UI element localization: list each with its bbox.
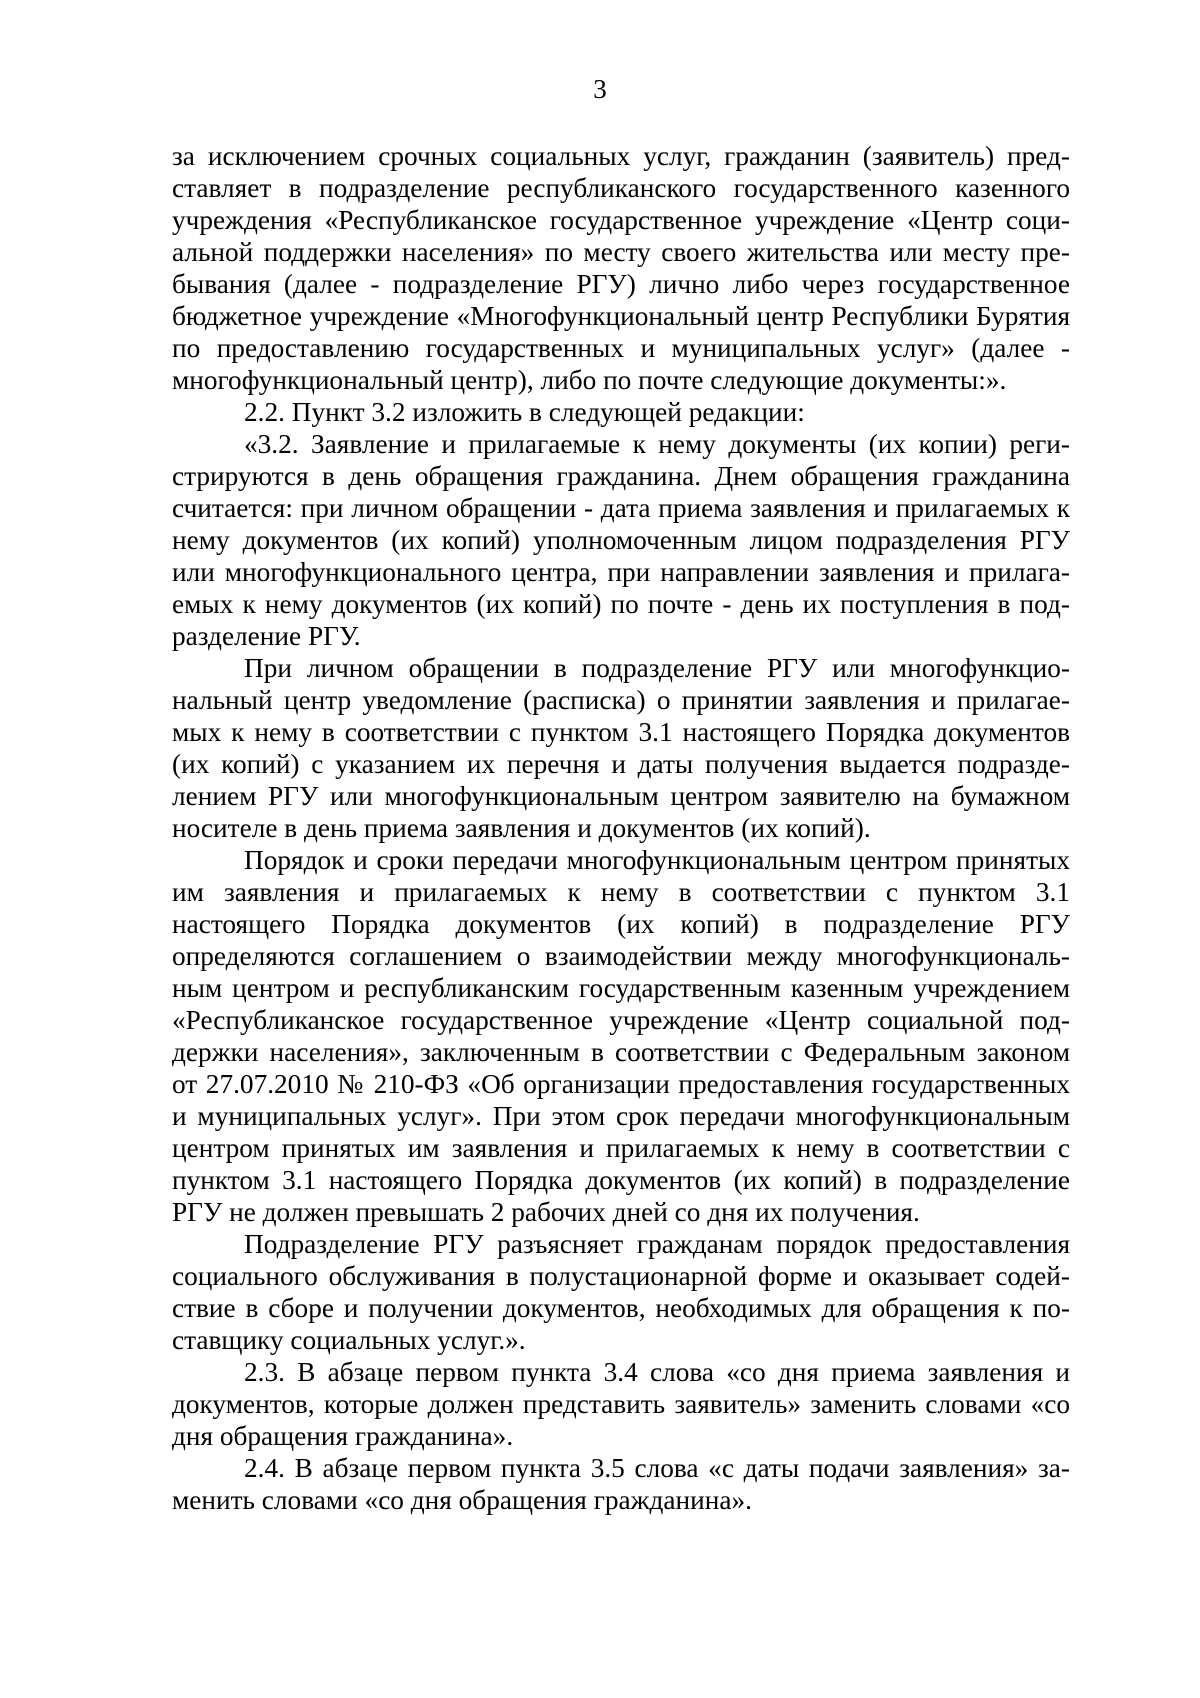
paragraph-transfer-terms: Порядок и сроки передачи многофункциональным центром принятых им заявления и прилагаемых к нему в соответствии с пунктом 3.1 настоящего Порядка документов (их копий) в подразделение РГУ определяются соглашением о взаимодействии между многофункциональным центром и республиканским государственным казенным учреждением «Республиканское государственное учреждение «Центр социальной поддержки населения», заключенным в соответствии с Федеральным законом от 27.07.2010 № 210-ФЗ «Об организации предоставления государственных и муниципальных услуг». При этом срок передачи многофункциональным центром принятых им заявления и прилагаемых к нему в соответствии с пунктом 3.1 настоящего Порядка документов (их копий) в подразделение РГУ не должен превышать 2 рабочих дней со дня их получения.	[172, 845, 1070, 1227]
paragraph-explanation: Подразделение РГУ разъясняет гражданам порядок предоставления социального обслуживания в полустационарной форме и оказывает содействие в сборе и получении документов, необходимых для обращения к поставщику социальных услуг.».	[172, 1229, 1070, 1355]
paragraph-item-2-2: 2.2. Пункт 3.2 изложить в следующей редакции:	[244, 397, 805, 427]
paragraph-continuation: за исключением срочных социальных услуг, гражданин (заявитель) представляет в подразделение республиканского государственного казенного учреждения «Республиканское государственное учреждение «Центр социальной поддержки населения» по месту своего жительства или месту пребывания (далее - подразделение РГУ) лично либо через государственное бюджетное учреждение «Многофункциональный центр Республики Бурятия по предоставлению государственных и муниципальных услуг» (далее - многофункциональный центр), либо по почте следующие документы:».	[172, 141, 1070, 395]
document-body	[172, 140, 1070, 1516]
paragraph-item-2-3: 2.3. В абзаце первом пункта 3.4 слова «со дня приема заявления и документов, которые должен представить заявитель» заменить словами «со дня обращения гражданина».	[172, 1357, 1070, 1451]
paragraph-receipt-notice: При личном обращении в подразделение РГУ или многофункциональный центр уведомление (расписка) о принятии заявления и прилагаемых к нему в соответствии с пунктом 3.1 настоящего Порядка документов (их копий) с указанием их перечня и даты получения выдается подразделением РГУ или многофункциональным центром заявителю на бумажном носителе в день приема заявления и документов (их копий).	[172, 653, 1070, 843]
paragraph-item-2-4: 2.4. В абзаце первом пункта 3.5 слова «с даты подачи заявления» заменить словами «со дня обращения гражданина».	[172, 1453, 1070, 1515]
page-number: 3	[593, 74, 607, 104]
paragraph-point-3-2: «3.2. Заявление и прилагаемые к нему документы (их копии) регистрируются в день обращения гражданина. Днем обращения гражданина считается: при личном обращении - дата приема заявления и прилагаемых к нему документов (их копий) уполномоченным лицом подразделения РГУ или многофункционального центра, при направлении заявления и прилагаемых к нему документов (их копий) по почте - день их поступления в подразделение РГУ.	[172, 429, 1070, 651]
